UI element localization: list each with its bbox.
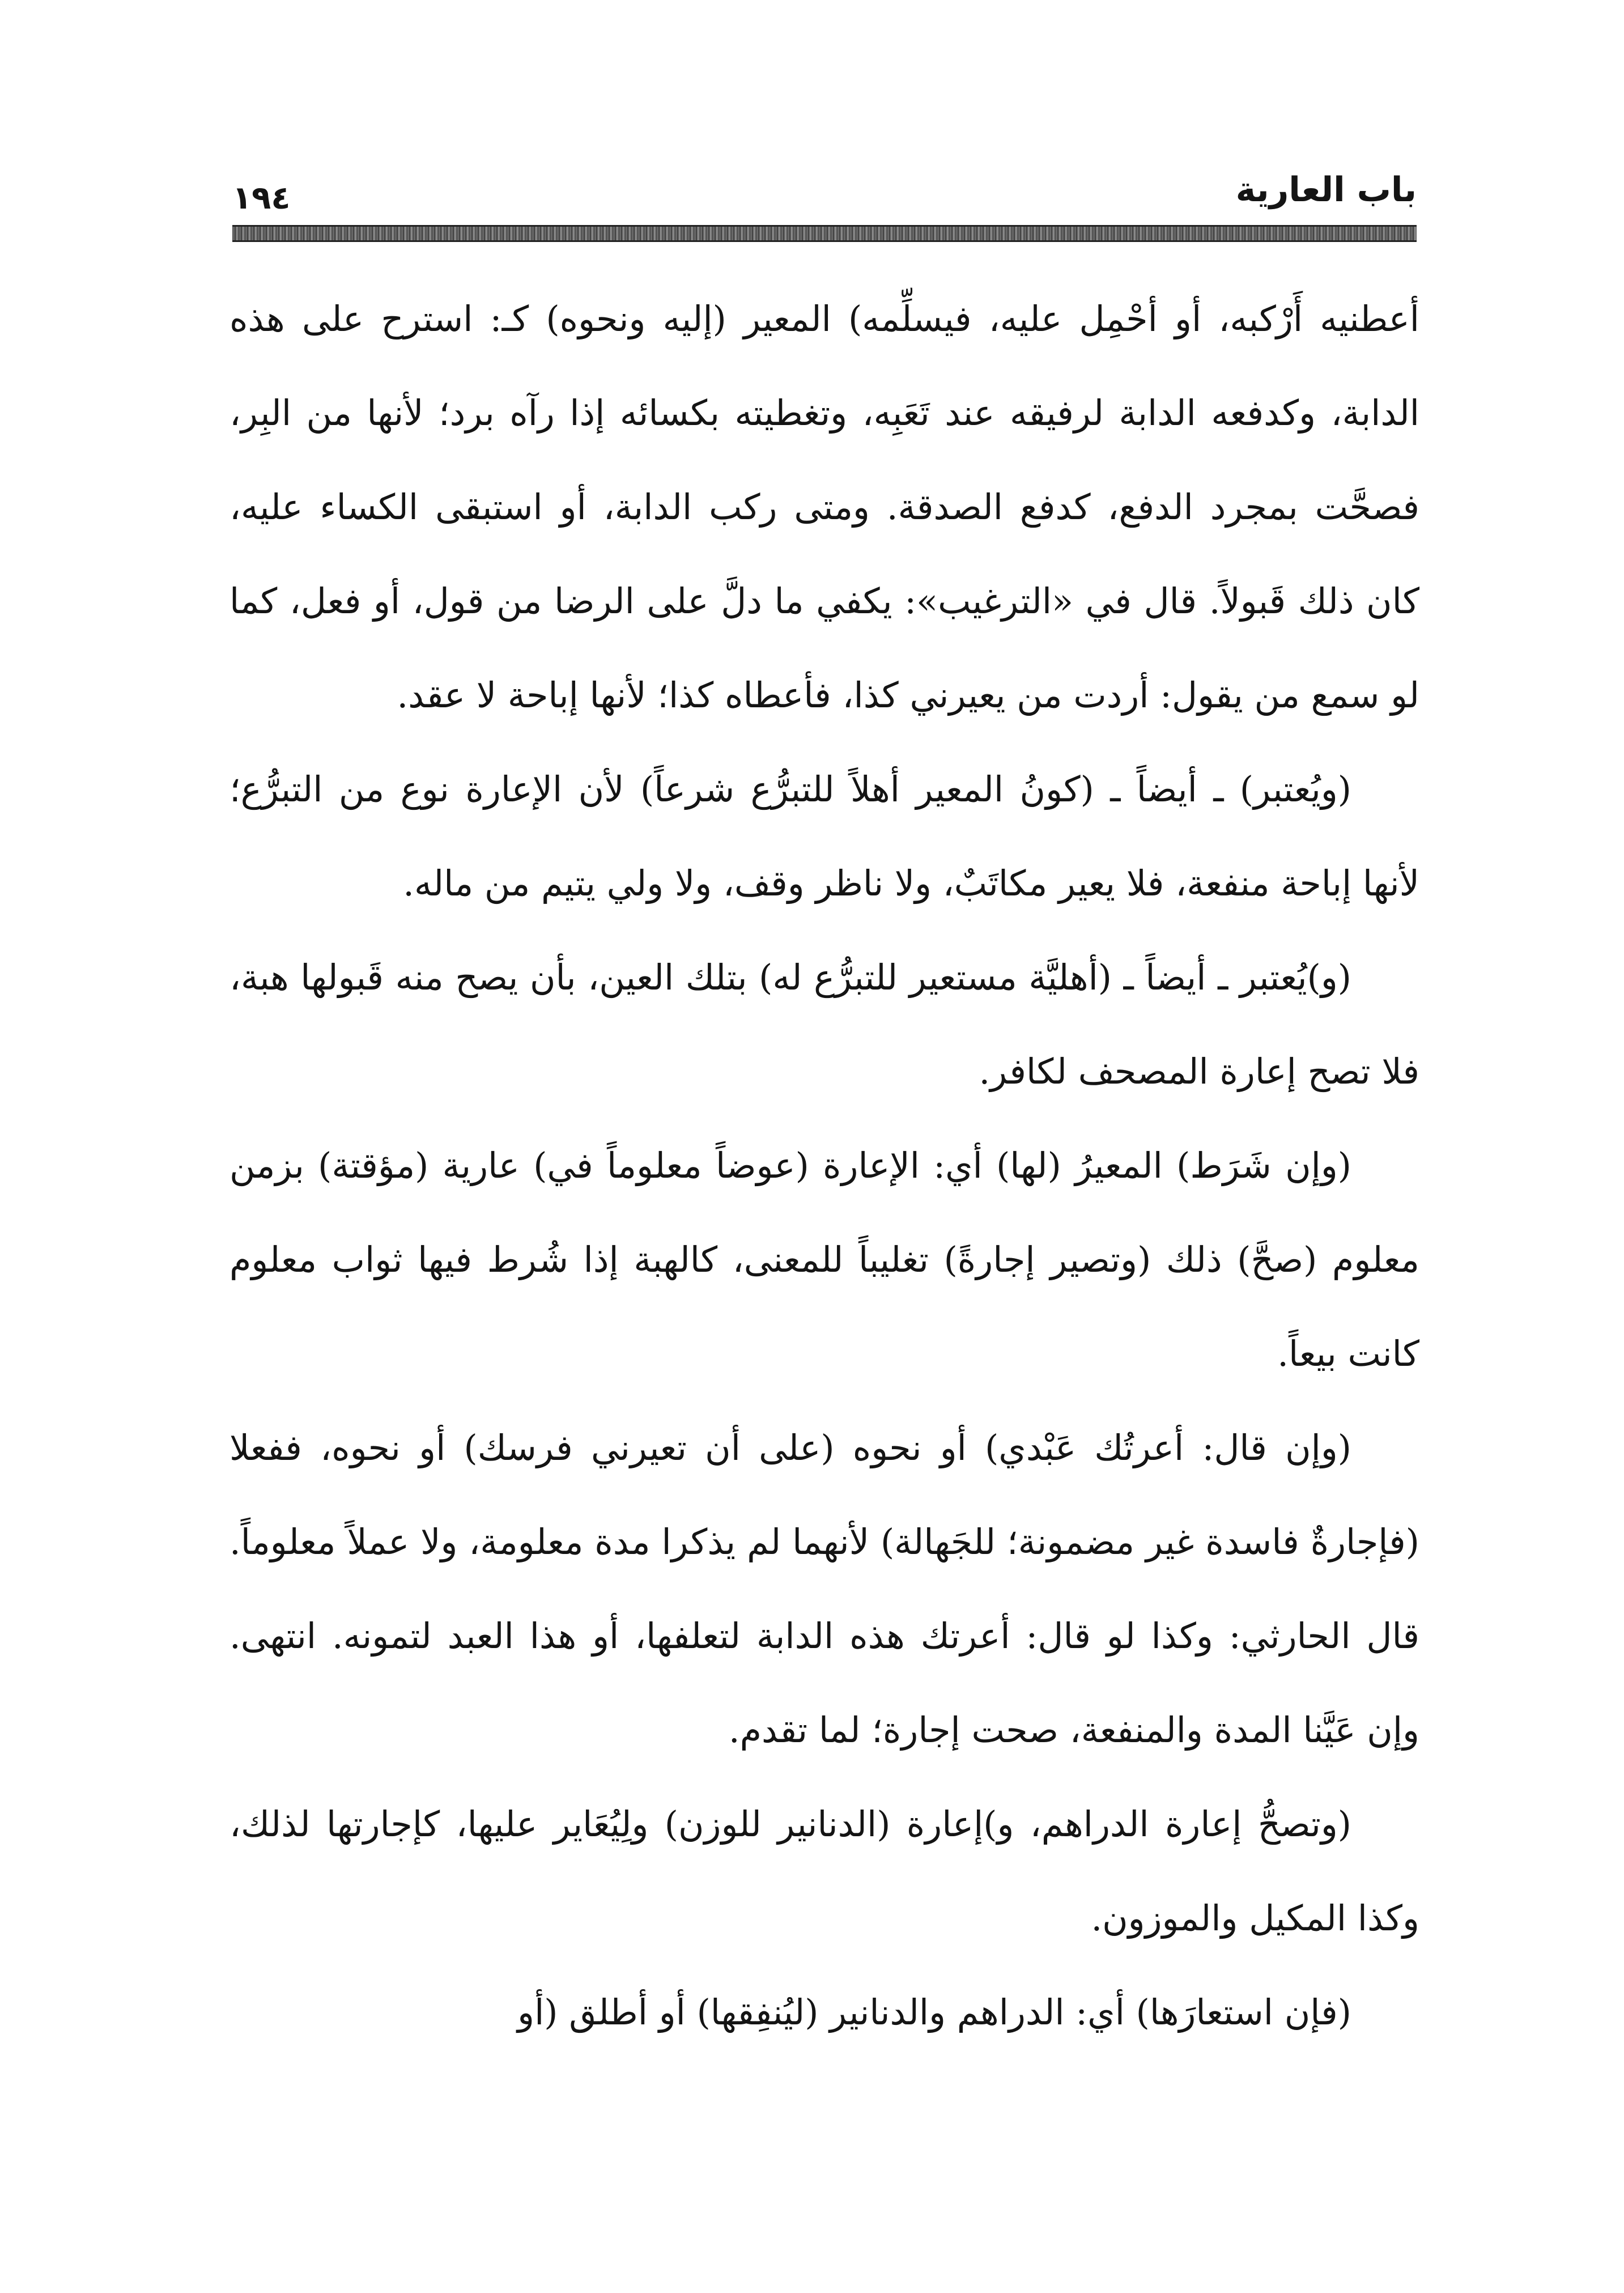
page-number: ١٩٤ [232, 180, 291, 216]
body-text [229, 272, 1419, 2060]
header-rule [232, 225, 1417, 242]
page-header [232, 162, 1417, 241]
chapter-title: باب العارية [1235, 170, 1417, 210]
paragraph: أعطنيه أَرْكبه، أو أحْمِل عليه، فيسلِّمه) المعير (إليه ونحوه) كـ: استرح على هذه الدابة، وكدفعه الدابة لرفيقه عند تَعَبِه، وتغطيته بكسائه إذا رآه برد؛ لأنها من البِر، فصحَّت بمجرد الدفع، كدفع الصدقة. ومتى ركب الدابة، أو استبقى الكساء عليه، كان ذلك قَبولاً. قال في «الترغيب»: يكفي ما دلَّ على الرضا من قول، أو فعل، كما لو سمع من يقول: أردت من يعيرني كذا، فأعطاه كذا؛ لأنها إباحة لا عقد. [229, 298, 1419, 716]
paragraph: (وإن قال: أعرتُك عَبْدي) أو نحوه (على أن تعيرني فرسك) أو نحوه، ففعلا (فإجارةٌ فاسدة غير مضمونة؛ للجَهالة) لأنهما لم يذكرا مدة معلومة، ولا عملاً معلوماً. قال الحارثي: وكذا لو قال: أعرتك هذه الدابة لتعلفها، أو هذا العبد لتمونه. انتهى. وإن عَيَّنا المدة والمنفعة، صحت إجارة؛ لما تقدم. [229, 1427, 1419, 1751]
paragraph: (و)يُعتبر ـ أيضاً ـ (أهليَّة مستعير للتبرُّع له) بتلك العين، بأن يصح منه قَبولها هبة، فلا تصح إعارة المصحف لكافر. [229, 957, 1419, 1092]
paragraph: (فإن استعارَها) أي: الدراهم والدنانير (ليُنفِقها) أو أطلق (أو [517, 1991, 1351, 2033]
paragraph: (وإن شَرَط) المعيرُ (لها) أي: الإعارة (عوضاً معلوماً في) عارية (مؤقتة) بزمن معلوم (صحَّ) ذلك (وتصير إجارةً) تغليباً للمعنى، كالهبة إذا شُرط فيها ثواب معلوم كانت بيعاً. [229, 1145, 1419, 1374]
paragraph: (ويُعتبر) ـ أيضاً ـ (كونُ المعير أهلاً للتبرُّع شرعاً) لأن الإعارة نوع من التبرُّع؛ لأنها إباحة منفعة، فلا يعير مكاتَبٌ، ولا ناظر وقف، ولا ولي يتيم من ماله. [229, 768, 1419, 904]
paragraph: (وتصحُّ إعارة الدراهم، و)إعارة (الدنانير للوزن) ولِيُعَاير عليها، كإجارتها لذلك، وكذا المكيل والموزون. [229, 1803, 1419, 1939]
